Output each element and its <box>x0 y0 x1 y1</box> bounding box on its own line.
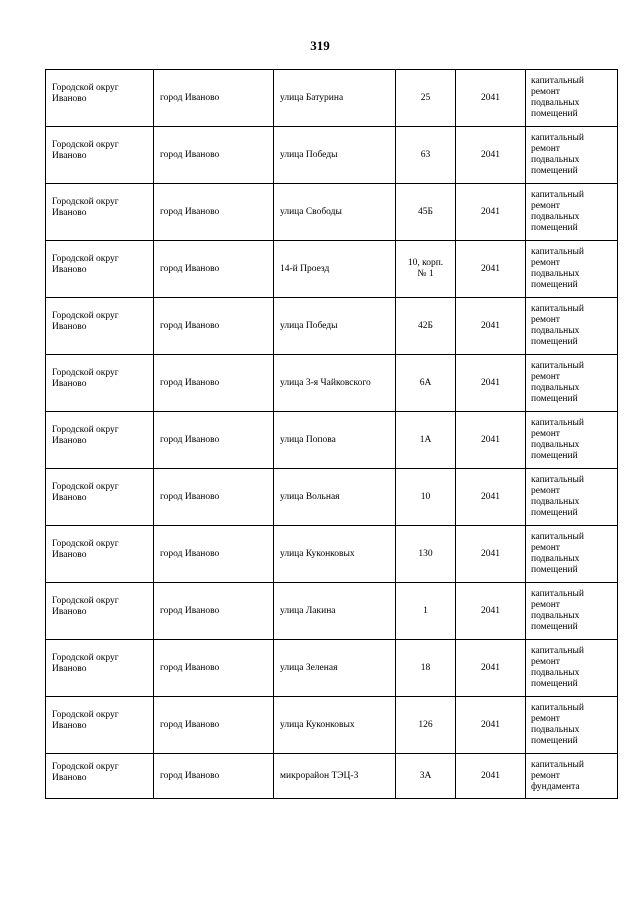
okrug-line: Иваново <box>52 721 87 731</box>
street-cell: улица Куконковых <box>274 526 396 583</box>
work-type-cell <box>526 127 618 184</box>
house-cell: 10 <box>396 469 456 526</box>
house-line: № 1 <box>417 269 434 279</box>
work-line: помещений <box>531 451 578 461</box>
year-cell: 2041 <box>456 184 526 241</box>
work-line: ремонт <box>531 714 560 724</box>
year-cell: 2041 <box>456 70 526 127</box>
year-cell: 2041 <box>456 127 526 184</box>
house-cell: 63 <box>396 127 456 184</box>
work-line: ремонт <box>531 429 560 439</box>
okrug-cell <box>46 640 154 697</box>
work-line: подвальных <box>531 725 580 735</box>
work-line: подвальных <box>531 269 580 279</box>
city-cell: город Иваново <box>154 469 274 526</box>
year-cell: 2041 <box>456 412 526 469</box>
city-cell: город Иваново <box>154 412 274 469</box>
okrug-line: Иваново <box>52 436 87 446</box>
work-line: помещений <box>531 337 578 347</box>
house-cell: 126 <box>396 697 456 754</box>
page-number: 319 <box>310 38 330 53</box>
work-type-cell <box>526 697 618 754</box>
table-row <box>46 355 618 412</box>
year-cell: 2041 <box>456 298 526 355</box>
work-type-cell <box>526 184 618 241</box>
table-row <box>46 241 618 298</box>
work-line: капитальный <box>531 361 584 371</box>
work-line: капитальный <box>531 703 584 713</box>
okrug-line: Иваново <box>52 322 87 332</box>
work-line: ремонт <box>531 372 560 382</box>
work-line: подвальных <box>531 98 580 108</box>
work-line: ремонт <box>531 201 560 211</box>
okrug-line: Городской округ <box>52 425 119 435</box>
okrug-cell <box>46 469 154 526</box>
street-cell: 14-й Проезд <box>274 241 396 298</box>
work-line: капитальный <box>531 247 584 257</box>
okrug-cell <box>46 298 154 355</box>
okrug-cell <box>46 241 154 298</box>
okrug-line: Городской округ <box>52 653 119 663</box>
work-type-cell <box>526 754 618 799</box>
work-type-cell <box>526 355 618 412</box>
work-type-cell <box>526 583 618 640</box>
house-cell: 25 <box>396 70 456 127</box>
work-line: капитальный <box>531 304 584 314</box>
work-line: помещений <box>531 394 578 404</box>
okrug-line: Городской округ <box>52 311 119 321</box>
house-cell: 1 <box>396 583 456 640</box>
year-cell: 2041 <box>456 640 526 697</box>
okrug-cell <box>46 754 154 799</box>
house-cell: 42Б <box>396 298 456 355</box>
work-line: подвальных <box>531 611 580 621</box>
street-cell: улица Победы <box>274 127 396 184</box>
city-cell: город Иваново <box>154 70 274 127</box>
street-cell: улица Победы <box>274 298 396 355</box>
work-line: капитальный <box>531 646 584 656</box>
table-row <box>46 469 618 526</box>
city-cell: город Иваново <box>154 583 274 640</box>
work-type-cell <box>526 469 618 526</box>
work-line: помещений <box>531 679 578 689</box>
work-type-cell <box>526 640 618 697</box>
work-line: подвальных <box>531 326 580 336</box>
city-cell: город Иваново <box>154 241 274 298</box>
city-cell: город Иваново <box>154 355 274 412</box>
house-cell: 45Б <box>396 184 456 241</box>
year-cell: 2041 <box>456 526 526 583</box>
okrug-line: Городской округ <box>52 83 119 93</box>
repair-schedule-table <box>45 69 618 799</box>
work-line: ремонт <box>531 315 560 325</box>
work-line: капитальный <box>531 759 584 770</box>
okrug-line: Городской округ <box>52 710 119 720</box>
house-cell: 6А <box>396 355 456 412</box>
work-type-cell <box>526 298 618 355</box>
okrug-line: Городской округ <box>52 596 119 606</box>
table-row <box>46 412 618 469</box>
table-row <box>46 184 618 241</box>
work-line: капитальный <box>531 475 584 485</box>
okrug-cell <box>46 127 154 184</box>
house-cell: 3А <box>396 754 456 799</box>
work-line: подвальных <box>531 668 580 678</box>
okrug-cell <box>46 697 154 754</box>
okrug-line: Иваново <box>52 664 87 674</box>
city-cell: город Иваново <box>154 640 274 697</box>
okrug-cell <box>46 355 154 412</box>
okrug-cell <box>46 412 154 469</box>
okrug-cell <box>46 70 154 127</box>
street-cell: улица Лакина <box>274 583 396 640</box>
work-line: помещений <box>531 508 578 518</box>
year-cell: 2041 <box>456 754 526 799</box>
work-line: помещений <box>531 109 578 119</box>
table-row <box>46 640 618 697</box>
work-line: помещений <box>531 166 578 176</box>
work-line: подвальных <box>531 554 580 564</box>
street-cell: улица Попова <box>274 412 396 469</box>
house-line: 10, корп. <box>407 258 444 268</box>
year-cell: 2041 <box>456 697 526 754</box>
house-cell: 18 <box>396 640 456 697</box>
work-type-cell <box>526 412 618 469</box>
street-cell: улица Куконковых <box>274 697 396 754</box>
work-line: помещений <box>531 280 578 290</box>
house-cell: 130 <box>396 526 456 583</box>
okrug-line: Иваново <box>52 94 87 104</box>
city-cell: город Иваново <box>154 127 274 184</box>
city-cell: город Иваново <box>154 697 274 754</box>
work-type-cell <box>526 241 618 298</box>
work-line: ремонт <box>531 486 560 496</box>
work-line: помещений <box>531 736 578 746</box>
table-row <box>46 298 618 355</box>
table-row <box>46 754 618 799</box>
work-line: помещений <box>531 622 578 632</box>
work-line: подвальных <box>531 383 580 393</box>
okrug-line: Городской округ <box>52 762 119 772</box>
work-line: капитальный <box>531 190 584 200</box>
city-cell: город Иваново <box>154 184 274 241</box>
work-line: капитальный <box>531 418 584 428</box>
okrug-line: Иваново <box>52 550 87 560</box>
work-line: помещений <box>531 223 578 233</box>
work-line: ремонт <box>531 258 560 268</box>
work-line: помещений <box>531 565 578 575</box>
okrug-line: Городской округ <box>52 368 119 378</box>
house-cell: 1А <box>396 412 456 469</box>
year-cell: 2041 <box>456 241 526 298</box>
city-cell: город Иваново <box>154 298 274 355</box>
okrug-line: Городской округ <box>52 254 119 264</box>
okrug-line: Городской округ <box>52 140 119 150</box>
work-line: подвальных <box>531 155 580 165</box>
okrug-cell <box>46 526 154 583</box>
year-cell: 2041 <box>456 355 526 412</box>
work-line: подвальных <box>531 212 580 222</box>
okrug-line: Городской округ <box>52 539 119 549</box>
okrug-line: Иваново <box>52 151 87 161</box>
table-row <box>46 583 618 640</box>
year-cell: 2041 <box>456 469 526 526</box>
work-line: ремонт <box>531 87 560 97</box>
street-cell: микрорайон ТЭЦ-3 <box>274 754 396 799</box>
city-cell: город Иваново <box>154 754 274 799</box>
work-line: ремонт <box>531 600 560 610</box>
city-cell: город Иваново <box>154 526 274 583</box>
street-cell: улица Зеленая <box>274 640 396 697</box>
okrug-line: Иваново <box>52 379 87 389</box>
street-cell: улица Вольная <box>274 469 396 526</box>
work-type-cell <box>526 70 618 127</box>
work-line: ремонт <box>531 657 560 667</box>
street-cell: улица Свободы <box>274 184 396 241</box>
okrug-line: Иваново <box>52 607 87 617</box>
okrug-line: Иваново <box>52 493 87 503</box>
work-line: капитальный <box>531 532 584 542</box>
table-row <box>46 526 618 583</box>
work-type-cell <box>526 526 618 583</box>
okrug-line: Городской округ <box>52 482 119 492</box>
work-line: подвальных <box>531 440 580 450</box>
work-line: подвальных <box>531 497 580 507</box>
okrug-line: Иваново <box>52 773 87 783</box>
work-line: капитальный <box>531 133 584 143</box>
work-line: ремонт <box>531 144 560 154</box>
street-cell: улица 3-я Чайковского <box>274 355 396 412</box>
work-line: ремонт <box>531 770 560 781</box>
table-row <box>46 70 618 127</box>
house-cell <box>396 241 456 298</box>
okrug-cell <box>46 184 154 241</box>
okrug-line: Городской округ <box>52 197 119 207</box>
okrug-line: Иваново <box>52 208 87 218</box>
okrug-cell <box>46 583 154 640</box>
work-line: капитальный <box>531 589 584 599</box>
street-cell: улица Батурина <box>274 70 396 127</box>
year-cell: 2041 <box>456 583 526 640</box>
table-row <box>46 697 618 754</box>
work-line: ремонт <box>531 543 560 553</box>
work-line: фундамента <box>531 781 580 792</box>
okrug-line: Иваново <box>52 265 87 275</box>
work-line: капитальный <box>531 76 584 86</box>
table-row <box>46 127 618 184</box>
